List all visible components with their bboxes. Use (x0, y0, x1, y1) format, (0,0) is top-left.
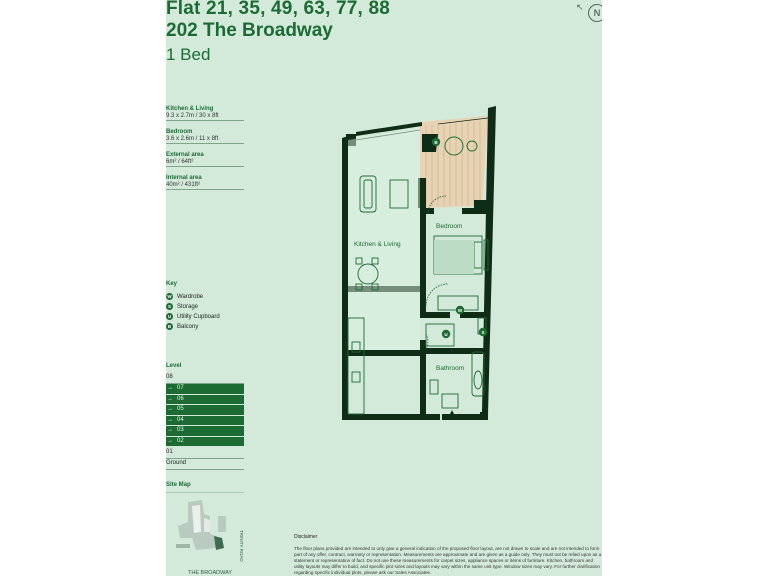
level-row-highlighted (166, 384, 244, 395)
level-label: 08 (166, 374, 173, 380)
arrow-right-icon: → (167, 437, 173, 444)
floorplan-sheet (166, 0, 602, 576)
disclaimer-title: Disclaimer (294, 534, 318, 540)
level-row-highlighted (166, 416, 244, 427)
utility-marker-label: U (444, 332, 448, 337)
bed-count-title: 1 Bed (166, 45, 211, 64)
balcony-marker-label: B (434, 140, 438, 145)
spec-bedroom (166, 129, 244, 144)
key-item-label: Utility Cupboard (177, 314, 220, 321)
level-row (166, 459, 244, 470)
level-row-highlighted (166, 395, 244, 406)
spec-label: Bedroom (166, 129, 193, 135)
arrow-right-icon: → (167, 406, 173, 412)
wardrobe-marker-label: W (457, 308, 463, 313)
level-row-highlighted (166, 426, 244, 437)
level-label: 04 (177, 416, 184, 423)
spec-internal-area (166, 175, 244, 190)
spec-label: Internal area (166, 175, 202, 181)
level-row (166, 448, 244, 459)
key-item-storage (166, 303, 198, 312)
level-label: 01 (166, 449, 173, 455)
key-item-label: Storage (177, 304, 199, 311)
key-item-label: Wardrobe (177, 294, 204, 301)
spec-value: 6m² / 64ft² (166, 159, 194, 165)
level-label: 03 (177, 427, 184, 433)
level-label: 05 (177, 406, 184, 412)
room-label-bedroom: Bedroom (436, 223, 463, 230)
spec-value: 3.6 x 2.6m / 11 x 8ft (166, 136, 219, 142)
disclaimer-text: The floor plans provided are intended to only give a general indication of the proposed floor layout, are not drawn to scale and are not intended to form part of any offer, contract, warranty or representation. Measurements are approximate and are given as a guide only. They must not be relied upon as a statement or representation of fact. Do not use these measurements for carpet sizes, appliance spaces or items of furniture. Kitchen, bathroom and utility layouts may differ to build, and specific plot sizes and layouts may vary within the same unit type. Window sizes may vary. For further clarification regarding specific individual plots, please ask our Sales Associates. (294, 546, 602, 575)
room-label-bathroom: Bathroom (436, 365, 465, 372)
level-label: Ground (166, 460, 187, 466)
living-floor (348, 128, 420, 350)
level-row (166, 373, 244, 384)
level-row-highlighted (166, 405, 244, 416)
key-item-label: Balcony (177, 324, 199, 331)
storage-marker-icon: S (167, 304, 171, 309)
spec-value: 40m² / 431ft² (166, 182, 201, 188)
arrow-right-icon: → (167, 416, 173, 423)
level-label: 07 (177, 385, 184, 391)
balcony-marker-icon: B (167, 324, 172, 329)
side-road-label: TRINITY ROAD (239, 530, 244, 562)
key-item-utility (166, 313, 220, 322)
arrow-right-icon: → (167, 385, 173, 391)
utility-marker-icon: U (167, 314, 172, 319)
spec-external-area (166, 152, 244, 167)
site-map-title: Site Map (166, 482, 191, 488)
address-title: 202 The Broadway (166, 20, 333, 41)
spec-label: External area (166, 152, 204, 158)
level-label: 02 (177, 437, 184, 444)
north-compass-icon: N (588, 4, 602, 22)
spec-value: 9.3 x 2.7m / 30 x 8ft (166, 113, 219, 119)
storage-marker-label: S (481, 330, 485, 335)
spec-label: Kitchen & Living (166, 106, 214, 112)
north-arrow-icon: ↖ (576, 2, 584, 12)
site-map (166, 492, 266, 576)
level-title: Level (166, 363, 182, 369)
key-item-balcony (166, 323, 198, 332)
key-item-wardrobe (166, 293, 203, 302)
arrow-right-icon: → (167, 427, 173, 433)
arrow-right-icon: → (167, 395, 173, 402)
key-title: Key (166, 281, 178, 287)
level-label: 06 (177, 395, 184, 402)
spec-kitchen-living (166, 106, 244, 121)
wardrobe-marker-icon: W (167, 294, 172, 299)
level-row-highlighted (166, 437, 244, 448)
floor-plan (342, 96, 532, 424)
bed (434, 240, 474, 274)
flat-numbers-title: Flat 21, 35, 49, 63, 77, 88 (166, 0, 391, 19)
bottom-road-label: THE BROADWAY (188, 570, 233, 576)
balcony-area (420, 116, 488, 208)
room-label-kitchen-living: Kitchen & Living (354, 241, 401, 248)
